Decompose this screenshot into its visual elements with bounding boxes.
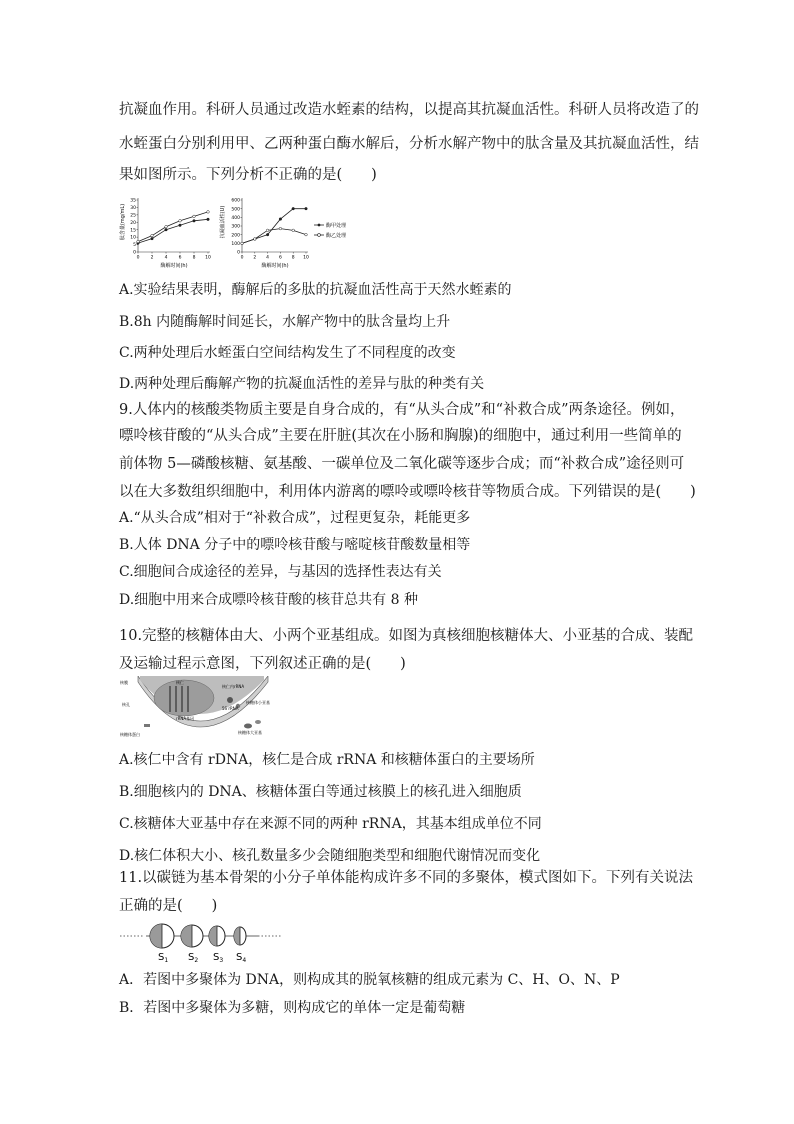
q11-option-b: B．若图中多聚体为多糖，则构成它的单体一定是葡萄糖 [119,1000,466,1016]
left-xtick-label: 2 [150,255,154,261]
right-series-2-point [254,238,257,241]
label-nucleolus: 核仁 [176,680,184,685]
right-ytick-label: 400 [231,215,240,221]
q9-option-a: A.“从头合成”相对于“补救合成”，过程更复杂，耗能更多 [119,510,471,526]
q9-stem-3: 前体物 5—磷酸核糖、氨基酸、一碳单位及二氧化碳等逐步合成；而“补救合成”途径则可 [119,456,685,472]
right-ylabel: 抗凝血活性(U) [220,205,226,239]
q10-ribosome-figure [118,676,283,740]
left-series-line-2 [138,212,208,242]
left-series-2-point [165,225,168,228]
monomer-s1 [150,924,174,948]
right-series-line-2 [242,229,306,244]
left-xtick-label: 8 [192,255,196,261]
left-chart [119,198,211,269]
legend-marker-a [318,224,321,227]
q8-figure [118,192,368,270]
q9-option-c: C.细胞间合成途径的差异，与基因的选择性表达有关 [119,564,442,580]
label-large-subunit: 核糖体大亚基 [238,730,262,735]
left-series-1-point [193,220,196,223]
q9-stem-4: 以在大多数组织细胞中，利用体内游离的嘌呤或嘌呤核苷等物质合成。下列错误的是( ) [119,484,696,500]
right-series-2-point [266,229,269,232]
left-series-1-point [207,218,210,221]
q9-stem-1: 9.人体内的核酸类物质主要是自身合成的，有“从头合成”和“补救合成”两条途径。例如， [119,402,685,418]
left-ytick-label: 5 [133,243,136,249]
right-ytick-label: 100 [231,241,240,247]
label-nucleolar-rrna: 核仁内rRNA [222,684,245,689]
label-s1: $S_1$ [158,952,169,962]
intro-line-1: 抗凝血作用。科研人员通过改造水蛭素的结构，以提高其抗凝血活性。科研人员将改造了的 [119,102,699,118]
right-ytick-label: 600 [231,198,240,204]
right-xtick-label: 8 [291,255,295,261]
q9-option-d: D.细胞中用来合成嘌呤核苷酸的核苷总共有 8 种 [119,592,418,608]
right-xlabel: 酶解时间(h) [261,263,289,269]
right-series-2-point [305,233,308,236]
monomer-s4 [234,927,246,945]
left-series-2-point [137,240,140,243]
label-s3: $S_3$ [213,952,224,962]
q10-stem-1: 10.完整的核糖体由大、小两个亚基组成。如图为真核细胞核糖体大、小亚基的合成、装配 [119,628,694,644]
q11-option-a: A．若图中多聚体为 DNA，则构成其的脱氧核糖的组成元素为 C、H、O、N、P [119,972,620,988]
right-series-1-point [279,218,282,221]
right-series-1-point [292,207,295,210]
protein-import [144,724,150,727]
left-series-1-point [165,228,168,231]
left-ytick-label: 30 [130,206,136,212]
q8-option-c: C.两种处理后水蛭蛋白空间结构发生了不同程度的改变 [119,345,456,361]
left-series-1-point [151,237,154,240]
left-xtick-label: 4 [164,255,168,261]
q9-stem-2: 嘌呤核苷酸的“从头合成”主要在肝脏(其次在小肠和胸腺)的细胞中，通过利用一些简单的 [119,428,682,444]
q10-stem-2: 及运输过程示意图，下列叙述正确的是( ) [119,656,406,672]
left-series-line-1 [138,219,208,243]
left-xtick-label: 6 [178,255,182,261]
right-xtick-label: 2 [253,255,257,261]
left-ytick-label: 25 [130,213,136,219]
label-rrna-gene: rRNA基因 [176,716,195,721]
right-series-line-1 [242,209,306,244]
left-xlabel: 酶解时间(h) [160,263,188,269]
q10-figure-svg [118,676,283,740]
label-nuclear-pore: 核孔 [122,702,130,707]
subunit-outside-2 [255,720,261,724]
right-chart [219,198,309,269]
right-ytick-label: 300 [231,224,240,230]
q11-stem-1: 11.以碳链为基本骨架的小分子单体能构成许多不同的多聚体，模式图如下。下列有关说法 [119,870,694,886]
left-ytick-label: 0 [133,250,136,256]
left-ytick-label: 10 [130,235,136,241]
right-ytick-label: 200 [231,233,240,239]
legend-marker-b [318,234,321,237]
right-ytick-label: 0 [237,250,240,256]
q8-option-a: A.实验结果表明，酶解后的多肽的抗凝血活性高于天然水蛭素的 [119,282,512,298]
left-ytick-label: 15 [130,228,136,234]
subunit-large-inside [227,697,233,703]
label-small-subunit: 核糖体小亚基 [246,700,270,705]
label-s4: $S_4$ [236,952,247,962]
q10-option-b: B.细胞核内的 DNA、核糖体蛋白等通过核膜上的核孔进入细胞质 [119,784,522,800]
q8-option-b: B.8h 内随酶解时间延长，水解产物中的肽含量均上升 [119,314,451,330]
q11-stem-2: 正确的是( ) [119,898,218,914]
right-xtick-label: 10 [303,255,309,261]
left-series-2-point [179,220,182,223]
legend-label-b: 酶乙处理 [326,233,347,239]
left-xtick-label: 10 [205,255,211,261]
right-xtick-label: 4 [266,255,270,261]
left-xtick-label: 0 [136,255,140,261]
left-ytick-label: 20 [130,220,136,226]
label-5s-rrna: 5S rRNA [222,706,239,711]
q10-option-c: C.核糖体大亚基中存在来源不同的两种 rRNA，其基本组成单位不同 [119,816,542,832]
legend [314,222,346,239]
right-ytick-label: 500 [231,207,240,213]
intro-line-3: 果如图所示。下列分析不正确的是( ) [119,167,377,183]
q10-option-d: D.核仁体积大小、核孔数量多少会随细胞类型和细胞代谢情况而变化 [119,848,541,864]
left-series-2-point [193,215,196,218]
right-series-1-point [305,207,308,210]
monomer-s2 [181,925,203,947]
right-series-2-point [241,242,244,245]
q8-option-d: D.两种处理后酶解产物的抗凝血活性的差异与肽的种类有关 [119,376,485,392]
q9-option-b: B.人体 DNA 分子中的嘌呤核苷酸与嘧啶核苷酸数量相等 [119,537,471,553]
q10-option-a: A.核仁中含有 rDNA，核仁是合成 rRNA 和核糖体蛋白的主要场所 [119,752,535,768]
q11-figure-svg [118,920,288,962]
left-series-2-point [151,234,154,237]
left-series-1-point [179,224,182,227]
label-nucleolus-region: 核膜 [120,680,128,685]
label-s2: $S_2$ [188,952,199,962]
right-series-2-point [279,227,282,230]
intro-line-2: 水蛭蛋白分别利用甲、乙两种蛋白酶水解后，分析水解产物中的肽含量及其抗凝血活性，结 [119,136,699,152]
right-series-2-point [292,229,295,232]
monomer-s3 [209,926,225,946]
right-xtick-label: 0 [240,255,244,261]
q11-polymer-figure [118,920,288,962]
left-ytick-label: 35 [130,198,136,204]
right-xtick-label: 6 [278,255,282,261]
left-series-2-point [207,211,210,214]
subunit-outside-1 [244,724,252,729]
label-ribosome-protein: 核糖体蛋白 [120,732,140,737]
legend-label-a: 酶甲处理 [326,223,347,229]
q8-chart-svg [118,192,368,270]
left-ylabel: 肽含量(mg/mL) [120,203,126,241]
nucleolus [154,680,214,716]
right-series-1-point [266,233,269,236]
